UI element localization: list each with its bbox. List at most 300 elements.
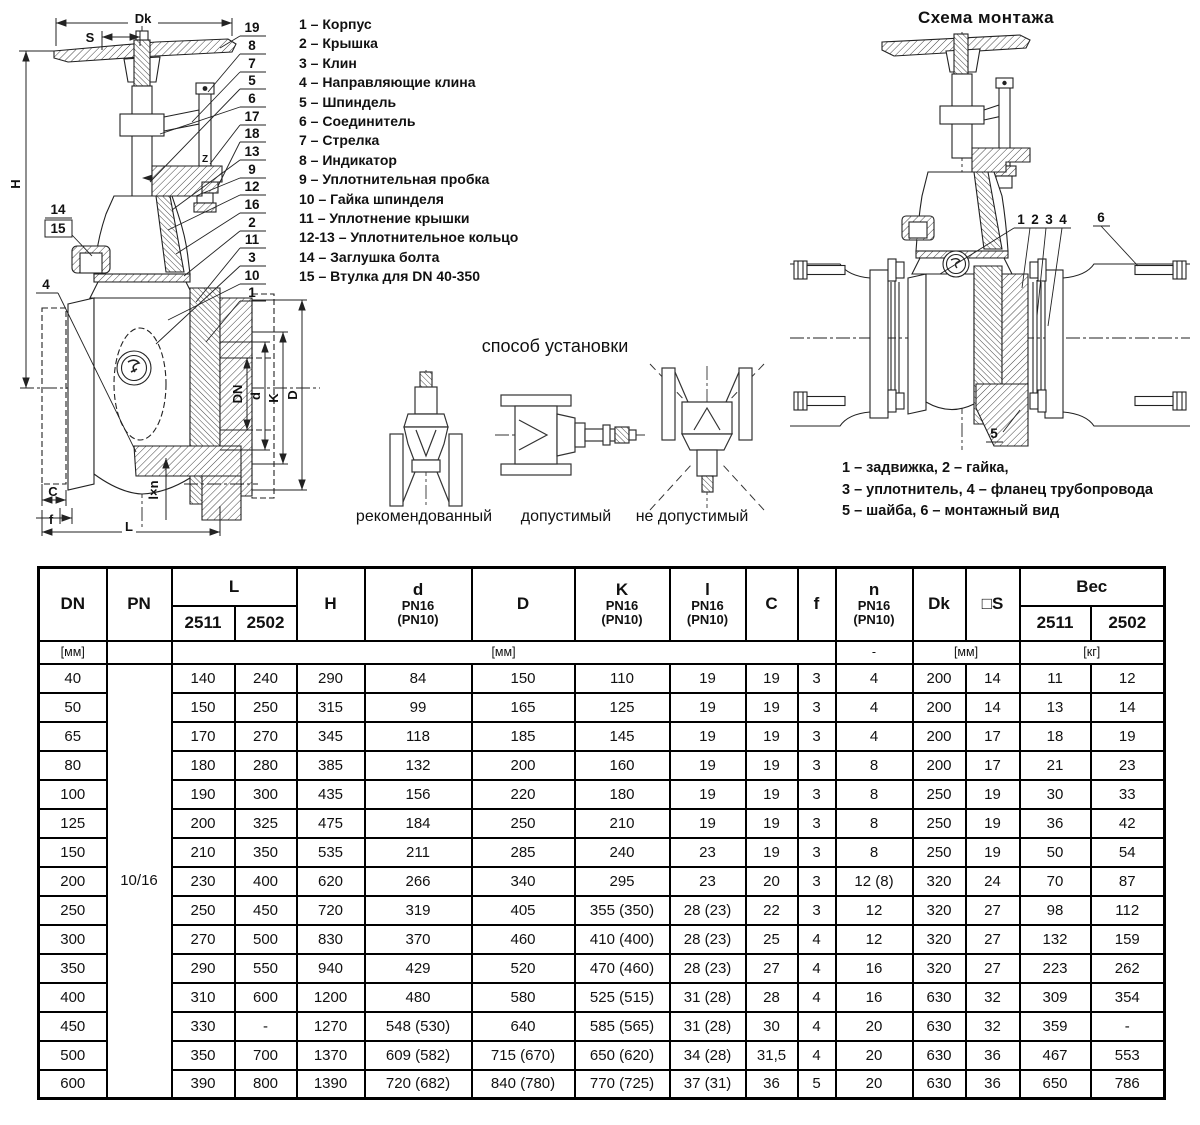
parts-list-item: 6 – Соединитель <box>299 113 416 130</box>
value-cell: 290 <box>172 954 235 983</box>
dn-cell: 600 <box>39 1070 107 1099</box>
value-cell: 19 <box>746 838 798 867</box>
value-cell: 17 <box>966 751 1020 780</box>
dn-cell: 125 <box>39 809 107 838</box>
value-cell: 19 <box>670 780 746 809</box>
value-cell: 940 <box>297 954 365 983</box>
units-cell: [мм] <box>913 641 1020 664</box>
col-header: 2502 <box>235 606 297 641</box>
dim-label-l: L <box>125 519 133 534</box>
dimensions-table <box>37 566 1166 1100</box>
value-cell: 355 (350) <box>575 896 670 925</box>
value-cell: 27 <box>966 954 1020 983</box>
value-cell: 12 <box>836 896 913 925</box>
value-cell: 31,5 <box>746 1041 798 1070</box>
col-header: C <box>746 568 798 641</box>
value-cell: 650 <box>1020 1070 1091 1099</box>
value-cell: 98 <box>1020 896 1091 925</box>
value-cell: 11 <box>1020 664 1091 693</box>
value-cell: 3 <box>798 780 836 809</box>
value-cell: 240 <box>235 664 297 693</box>
value-cell: 4 <box>836 664 913 693</box>
value-cell: 390 <box>172 1070 235 1099</box>
value-cell: 4 <box>836 693 913 722</box>
callout-number: 9 <box>248 162 256 177</box>
value-cell: 30 <box>746 1012 798 1041</box>
installation-title: способ установки <box>481 336 629 356</box>
value-cell: 270 <box>235 722 297 751</box>
value-cell: 320 <box>913 925 966 954</box>
value-cell: 13 <box>1020 693 1091 722</box>
value-cell: 36 <box>746 1070 798 1099</box>
value-cell: 200 <box>172 809 235 838</box>
value-cell: 535 <box>297 838 365 867</box>
col-header: □S <box>966 568 1020 641</box>
value-cell: 19 <box>746 722 798 751</box>
parts-list-item: 11 – Уплотнение крышки <box>299 210 470 227</box>
value-cell: 4 <box>798 954 836 983</box>
value-cell: 435 <box>297 780 365 809</box>
parts-list-item: 3 – Клин <box>299 54 357 71</box>
value-cell: 320 <box>913 954 966 983</box>
dn-cell: 65 <box>39 722 107 751</box>
value-cell: 110 <box>575 664 670 693</box>
value-cell: 19 <box>670 751 746 780</box>
dn-cell: 500 <box>39 1041 107 1070</box>
parts-list-item: 10 – Гайка шпинделя <box>299 190 444 207</box>
value-cell: 310 <box>172 983 235 1012</box>
mounting-legend <box>842 458 1153 523</box>
value-cell: 210 <box>172 838 235 867</box>
value-cell: 14 <box>966 693 1020 722</box>
value-cell: 17 <box>966 722 1020 751</box>
value-cell: 5 <box>798 1070 836 1099</box>
value-cell: 140 <box>172 664 235 693</box>
dn-cell: 40 <box>39 664 107 693</box>
value-cell: 8 <box>836 838 913 867</box>
value-cell: - <box>235 1012 297 1041</box>
value-cell: 350 <box>172 1041 235 1070</box>
value-cell: 19 <box>746 751 798 780</box>
col-header: L <box>172 568 297 606</box>
value-cell: 250 <box>472 809 575 838</box>
value-cell: 165 <box>472 693 575 722</box>
value-cell: 525 (515) <box>575 983 670 1012</box>
value-cell: 600 <box>235 983 297 1012</box>
callout-number: 3 <box>1045 212 1053 227</box>
value-cell: 3 <box>798 751 836 780</box>
value-cell: 3 <box>798 867 836 896</box>
install-recommended-drawing <box>382 370 470 508</box>
install-acceptable-drawing <box>495 392 645 478</box>
value-cell: 630 <box>913 1012 966 1041</box>
value-cell: 240 <box>575 838 670 867</box>
col-header: d PN16 (PN10) <box>365 568 472 641</box>
dim-label-c: C <box>48 484 58 499</box>
units-cell: [мм] <box>172 641 836 664</box>
callout-number: 7 <box>248 56 256 71</box>
dim-label-dk: Dk <box>134 11 152 26</box>
mounting-legend-line: 1 – задвижка, 2 – гайка, <box>842 460 1009 476</box>
value-cell: 23 <box>1091 751 1165 780</box>
value-cell: 24 <box>966 867 1020 896</box>
value-cell: 42 <box>1091 809 1165 838</box>
value-cell: 220 <box>472 780 575 809</box>
value-cell: 350 <box>235 838 297 867</box>
value-cell: 19 <box>966 838 1020 867</box>
value-cell: 4 <box>798 1012 836 1041</box>
value-cell: 8 <box>836 809 913 838</box>
dim-label-lxn: l×n <box>146 480 161 500</box>
parts-list-item: 1 – Корпус <box>299 16 372 32</box>
parts-list-item: 14 – Заглушка болта <box>299 248 440 265</box>
callout-number: 13 <box>244 144 260 159</box>
value-cell: 650 (620) <box>575 1041 670 1070</box>
value-cell: 359 <box>1020 1012 1091 1041</box>
col-header: f <box>798 568 836 641</box>
callout-number: 14 <box>50 202 66 217</box>
value-cell: 19 <box>746 780 798 809</box>
parts-list-item: 5 – Шпиндель <box>299 93 397 110</box>
value-cell: 19 <box>670 722 746 751</box>
value-cell: 23 <box>670 867 746 896</box>
dim-label-d: d <box>248 392 263 400</box>
callout-number: 6 <box>1097 210 1105 225</box>
value-cell: 22 <box>746 896 798 925</box>
value-cell: 410 (400) <box>575 925 670 954</box>
value-cell: 720 <box>297 896 365 925</box>
dn-cell: 50 <box>39 693 107 722</box>
value-cell: 3 <box>798 664 836 693</box>
value-cell: 21 <box>1020 751 1091 780</box>
install-not-allowed-drawing <box>648 362 766 512</box>
parts-list-item: 12-13 – Уплотнительное кольцо <box>299 229 519 246</box>
value-cell: 320 <box>913 896 966 925</box>
value-cell: 8 <box>836 780 913 809</box>
value-cell: 585 (565) <box>575 1012 670 1041</box>
value-cell: 620 <box>297 867 365 896</box>
dn-cell: 450 <box>39 1012 107 1041</box>
value-cell: 250 <box>913 809 966 838</box>
parts-list-item: 9 – Уплотнительная пробка <box>299 171 490 188</box>
value-cell: 385 <box>297 751 365 780</box>
value-cell: 132 <box>1020 925 1091 954</box>
col-header: K PN16 (PN10) <box>575 568 670 641</box>
callout-number: 12 <box>244 179 260 194</box>
dn-cell: 350 <box>39 954 107 983</box>
value-cell: 200 <box>472 751 575 780</box>
dn-cell: 250 <box>39 896 107 925</box>
dn-cell: 400 <box>39 983 107 1012</box>
mounting-legend-line: 5 – шайба, 6 – монтажный вид <box>842 503 1060 519</box>
value-cell: 630 <box>913 1041 966 1070</box>
value-cell: 200 <box>913 751 966 780</box>
col-header: l PN16 (PN10) <box>670 568 746 641</box>
callout-number: 5 <box>248 73 256 88</box>
value-cell: 8 <box>836 751 913 780</box>
dn-cell: 200 <box>39 867 107 896</box>
value-cell: 84 <box>365 664 472 693</box>
value-cell: 290 <box>297 664 365 693</box>
col-header: 2511 <box>172 606 235 641</box>
callout-number: 1 <box>1017 212 1025 227</box>
value-cell: 630 <box>913 1070 966 1099</box>
value-cell: 14 <box>1091 693 1165 722</box>
parts-list-item: 15 – Втулка для DN 40-350 <box>299 268 480 285</box>
value-cell: 223 <box>1020 954 1091 983</box>
value-cell: 467 <box>1020 1041 1091 1070</box>
value-cell: 160 <box>575 751 670 780</box>
value-cell: 270 <box>172 925 235 954</box>
value-cell: 87 <box>1091 867 1165 896</box>
value-cell: 31 (28) <box>670 983 746 1012</box>
value-cell: 325 <box>235 809 297 838</box>
value-cell: 132 <box>365 751 472 780</box>
value-cell: 1370 <box>297 1041 365 1070</box>
value-cell: 50 <box>1020 838 1091 867</box>
value-cell: 32 <box>966 983 1020 1012</box>
value-cell: 37 (31) <box>670 1070 746 1099</box>
callout-number: 16 <box>244 197 260 212</box>
value-cell: 330 <box>172 1012 235 1041</box>
value-cell: 12 <box>1091 664 1165 693</box>
value-cell: 70 <box>1020 867 1091 896</box>
value-cell: 180 <box>172 751 235 780</box>
value-cell: 4 <box>798 1041 836 1070</box>
callout-number: 17 <box>244 109 260 124</box>
value-cell: 19 <box>966 780 1020 809</box>
value-cell: 345 <box>297 722 365 751</box>
value-cell: 19 <box>746 664 798 693</box>
value-cell: 14 <box>966 664 1020 693</box>
value-cell: 28 (23) <box>670 925 746 954</box>
dim-label-dn: DN <box>230 384 245 404</box>
value-cell: 230 <box>172 867 235 896</box>
value-cell: 27 <box>966 925 1020 954</box>
value-cell: 12 <box>836 925 913 954</box>
value-cell: 190 <box>172 780 235 809</box>
callout-number: 5 <box>990 426 998 441</box>
col-header: PN <box>107 568 172 641</box>
value-cell: 3 <box>798 693 836 722</box>
value-cell: 170 <box>172 722 235 751</box>
value-cell: 33 <box>1091 780 1165 809</box>
value-cell: 200 <box>913 722 966 751</box>
installation-label: не допустимый <box>635 508 749 525</box>
value-cell: 700 <box>235 1041 297 1070</box>
value-cell: 145 <box>575 722 670 751</box>
value-cell: 480 <box>365 983 472 1012</box>
col-header: D <box>472 568 575 641</box>
value-cell: 16 <box>836 983 913 1012</box>
value-cell: 630 <box>913 983 966 1012</box>
callout-number: 6 <box>248 91 256 106</box>
value-cell: 405 <box>472 896 575 925</box>
value-cell: 20 <box>836 1012 913 1041</box>
value-cell: 285 <box>472 838 575 867</box>
dn-cell: 150 <box>39 838 107 867</box>
value-cell: 309 <box>1020 983 1091 1012</box>
value-cell: 99 <box>365 693 472 722</box>
callout-number: 10 <box>244 268 260 283</box>
value-cell: 840 (780) <box>472 1070 575 1099</box>
value-cell: 370 <box>365 925 472 954</box>
value-cell: 180 <box>575 780 670 809</box>
value-cell: 25 <box>746 925 798 954</box>
value-cell: 295 <box>575 867 670 896</box>
value-cell: 18 <box>1020 722 1091 751</box>
value-cell: 200 <box>913 664 966 693</box>
dn-cell: 80 <box>39 751 107 780</box>
value-cell: 580 <box>472 983 575 1012</box>
dn-cell: 100 <box>39 780 107 809</box>
value-cell: 32 <box>966 1012 1020 1041</box>
callout-number: 2 <box>248 215 256 230</box>
value-cell: 548 (530) <box>365 1012 472 1041</box>
value-cell: 3 <box>798 722 836 751</box>
col-header: Вес <box>1020 568 1165 606</box>
value-cell: 12 (8) <box>836 867 913 896</box>
value-cell: 112 <box>1091 896 1165 925</box>
value-cell: 200 <box>913 693 966 722</box>
col-header: n PN16 (PN10) <box>836 568 913 641</box>
dim-label-k: K <box>266 393 281 403</box>
valve-section-drawing <box>6 6 336 551</box>
value-cell: 19 <box>1091 722 1165 751</box>
mounting-drawing <box>790 26 1190 454</box>
value-cell: 550 <box>235 954 297 983</box>
value-cell: 340 <box>472 867 575 896</box>
value-cell: 118 <box>365 722 472 751</box>
parts-list-item: 8 – Индикатор <box>299 151 397 168</box>
value-cell: 211 <box>365 838 472 867</box>
installation-label: рекомендованный <box>355 508 493 525</box>
value-cell: 250 <box>913 780 966 809</box>
value-cell: 210 <box>575 809 670 838</box>
value-cell: 800 <box>235 1070 297 1099</box>
value-cell: 1270 <box>297 1012 365 1041</box>
value-cell: 450 <box>235 896 297 925</box>
value-cell: 354 <box>1091 983 1165 1012</box>
col-header: 2511 <box>1020 606 1091 641</box>
value-cell: 609 (582) <box>365 1041 472 1070</box>
dim-label-h: H <box>8 179 23 189</box>
parts-list-item: 4 – Направляющие клина <box>299 74 476 91</box>
value-cell: 3 <box>798 896 836 925</box>
value-cell: 520 <box>472 954 575 983</box>
value-cell: 4 <box>798 925 836 954</box>
units-cell <box>107 641 172 664</box>
value-cell: 280 <box>235 751 297 780</box>
value-cell: 150 <box>172 693 235 722</box>
value-cell: 34 (28) <box>670 1041 746 1070</box>
value-cell: 19 <box>670 664 746 693</box>
value-cell: 4 <box>836 722 913 751</box>
value-cell: 262 <box>1091 954 1165 983</box>
value-cell: 156 <box>365 780 472 809</box>
value-cell: 31 (28) <box>670 1012 746 1041</box>
callout-number: 18 <box>244 126 260 141</box>
callout-number: 4 <box>1059 212 1067 227</box>
col-header: Dk <box>913 568 966 641</box>
manufacturer-logo <box>117 351 151 385</box>
value-cell: 19 <box>670 809 746 838</box>
units-cell: [мм] <box>39 641 107 664</box>
value-cell: 320 <box>913 867 966 896</box>
value-cell: 3 <box>798 838 836 867</box>
value-cell: 19 <box>746 809 798 838</box>
parts-list-item: 2 – Крышка <box>299 35 378 52</box>
value-cell: 20 <box>836 1041 913 1070</box>
value-cell: 36 <box>966 1070 1020 1099</box>
units-cell: [кг] <box>1020 641 1165 664</box>
col-header: DN <box>39 568 107 641</box>
value-cell: 20 <box>836 1070 913 1099</box>
dim-label-f: f <box>48 512 54 527</box>
value-cell: - <box>1091 1012 1165 1041</box>
value-cell: 54 <box>1091 838 1165 867</box>
dim-label-z: Z <box>201 154 209 165</box>
value-cell: 460 <box>472 925 575 954</box>
col-header: H <box>297 568 365 641</box>
value-cell: 184 <box>365 809 472 838</box>
value-cell: 470 (460) <box>575 954 670 983</box>
mounting-legend-line: 3 – уплотнитель, 4 – фланец трубопровода <box>842 481 1153 498</box>
callout-number: 19 <box>244 20 260 35</box>
value-cell: 1200 <box>297 983 365 1012</box>
value-cell: 830 <box>297 925 365 954</box>
value-cell: 27 <box>746 954 798 983</box>
callout-number: 4 <box>42 277 50 292</box>
value-cell: 19 <box>966 809 1020 838</box>
value-cell: 266 <box>365 867 472 896</box>
value-cell: 28 (23) <box>670 896 746 925</box>
value-cell: 36 <box>966 1041 1020 1070</box>
units-cell: - <box>836 641 913 664</box>
col-header: 2502 <box>1091 606 1165 641</box>
value-cell: 150 <box>472 664 575 693</box>
callout-number: 11 <box>244 232 260 247</box>
callout-number: 1 <box>248 285 256 300</box>
value-cell: 400 <box>235 867 297 896</box>
value-cell: 20 <box>746 867 798 896</box>
value-cell: 315 <box>297 693 365 722</box>
value-cell: 28 (23) <box>670 954 746 983</box>
callout-number: 3 <box>248 250 256 265</box>
value-cell: 715 (670) <box>472 1041 575 1070</box>
value-cell: 19 <box>746 693 798 722</box>
dim-label-dd: D <box>285 390 300 400</box>
value-cell: 3 <box>798 809 836 838</box>
callout-number: 8 <box>248 38 256 53</box>
value-cell: 500 <box>235 925 297 954</box>
pn-merged-cell: 10/16 <box>107 664 172 1099</box>
value-cell: 27 <box>966 896 1020 925</box>
value-cell: 28 <box>746 983 798 1012</box>
parts-list <box>299 15 609 287</box>
value-cell: 1390 <box>297 1070 365 1099</box>
value-cell: 23 <box>670 838 746 867</box>
installation-label: допустимый <box>520 508 612 525</box>
value-cell: 4 <box>798 983 836 1012</box>
value-cell: 16 <box>836 954 913 983</box>
dim-label-s: S <box>85 30 95 45</box>
value-cell: 640 <box>472 1012 575 1041</box>
value-cell: 720 (682) <box>365 1070 472 1099</box>
value-cell: 36 <box>1020 809 1091 838</box>
value-cell: 429 <box>365 954 472 983</box>
value-cell: 250 <box>913 838 966 867</box>
